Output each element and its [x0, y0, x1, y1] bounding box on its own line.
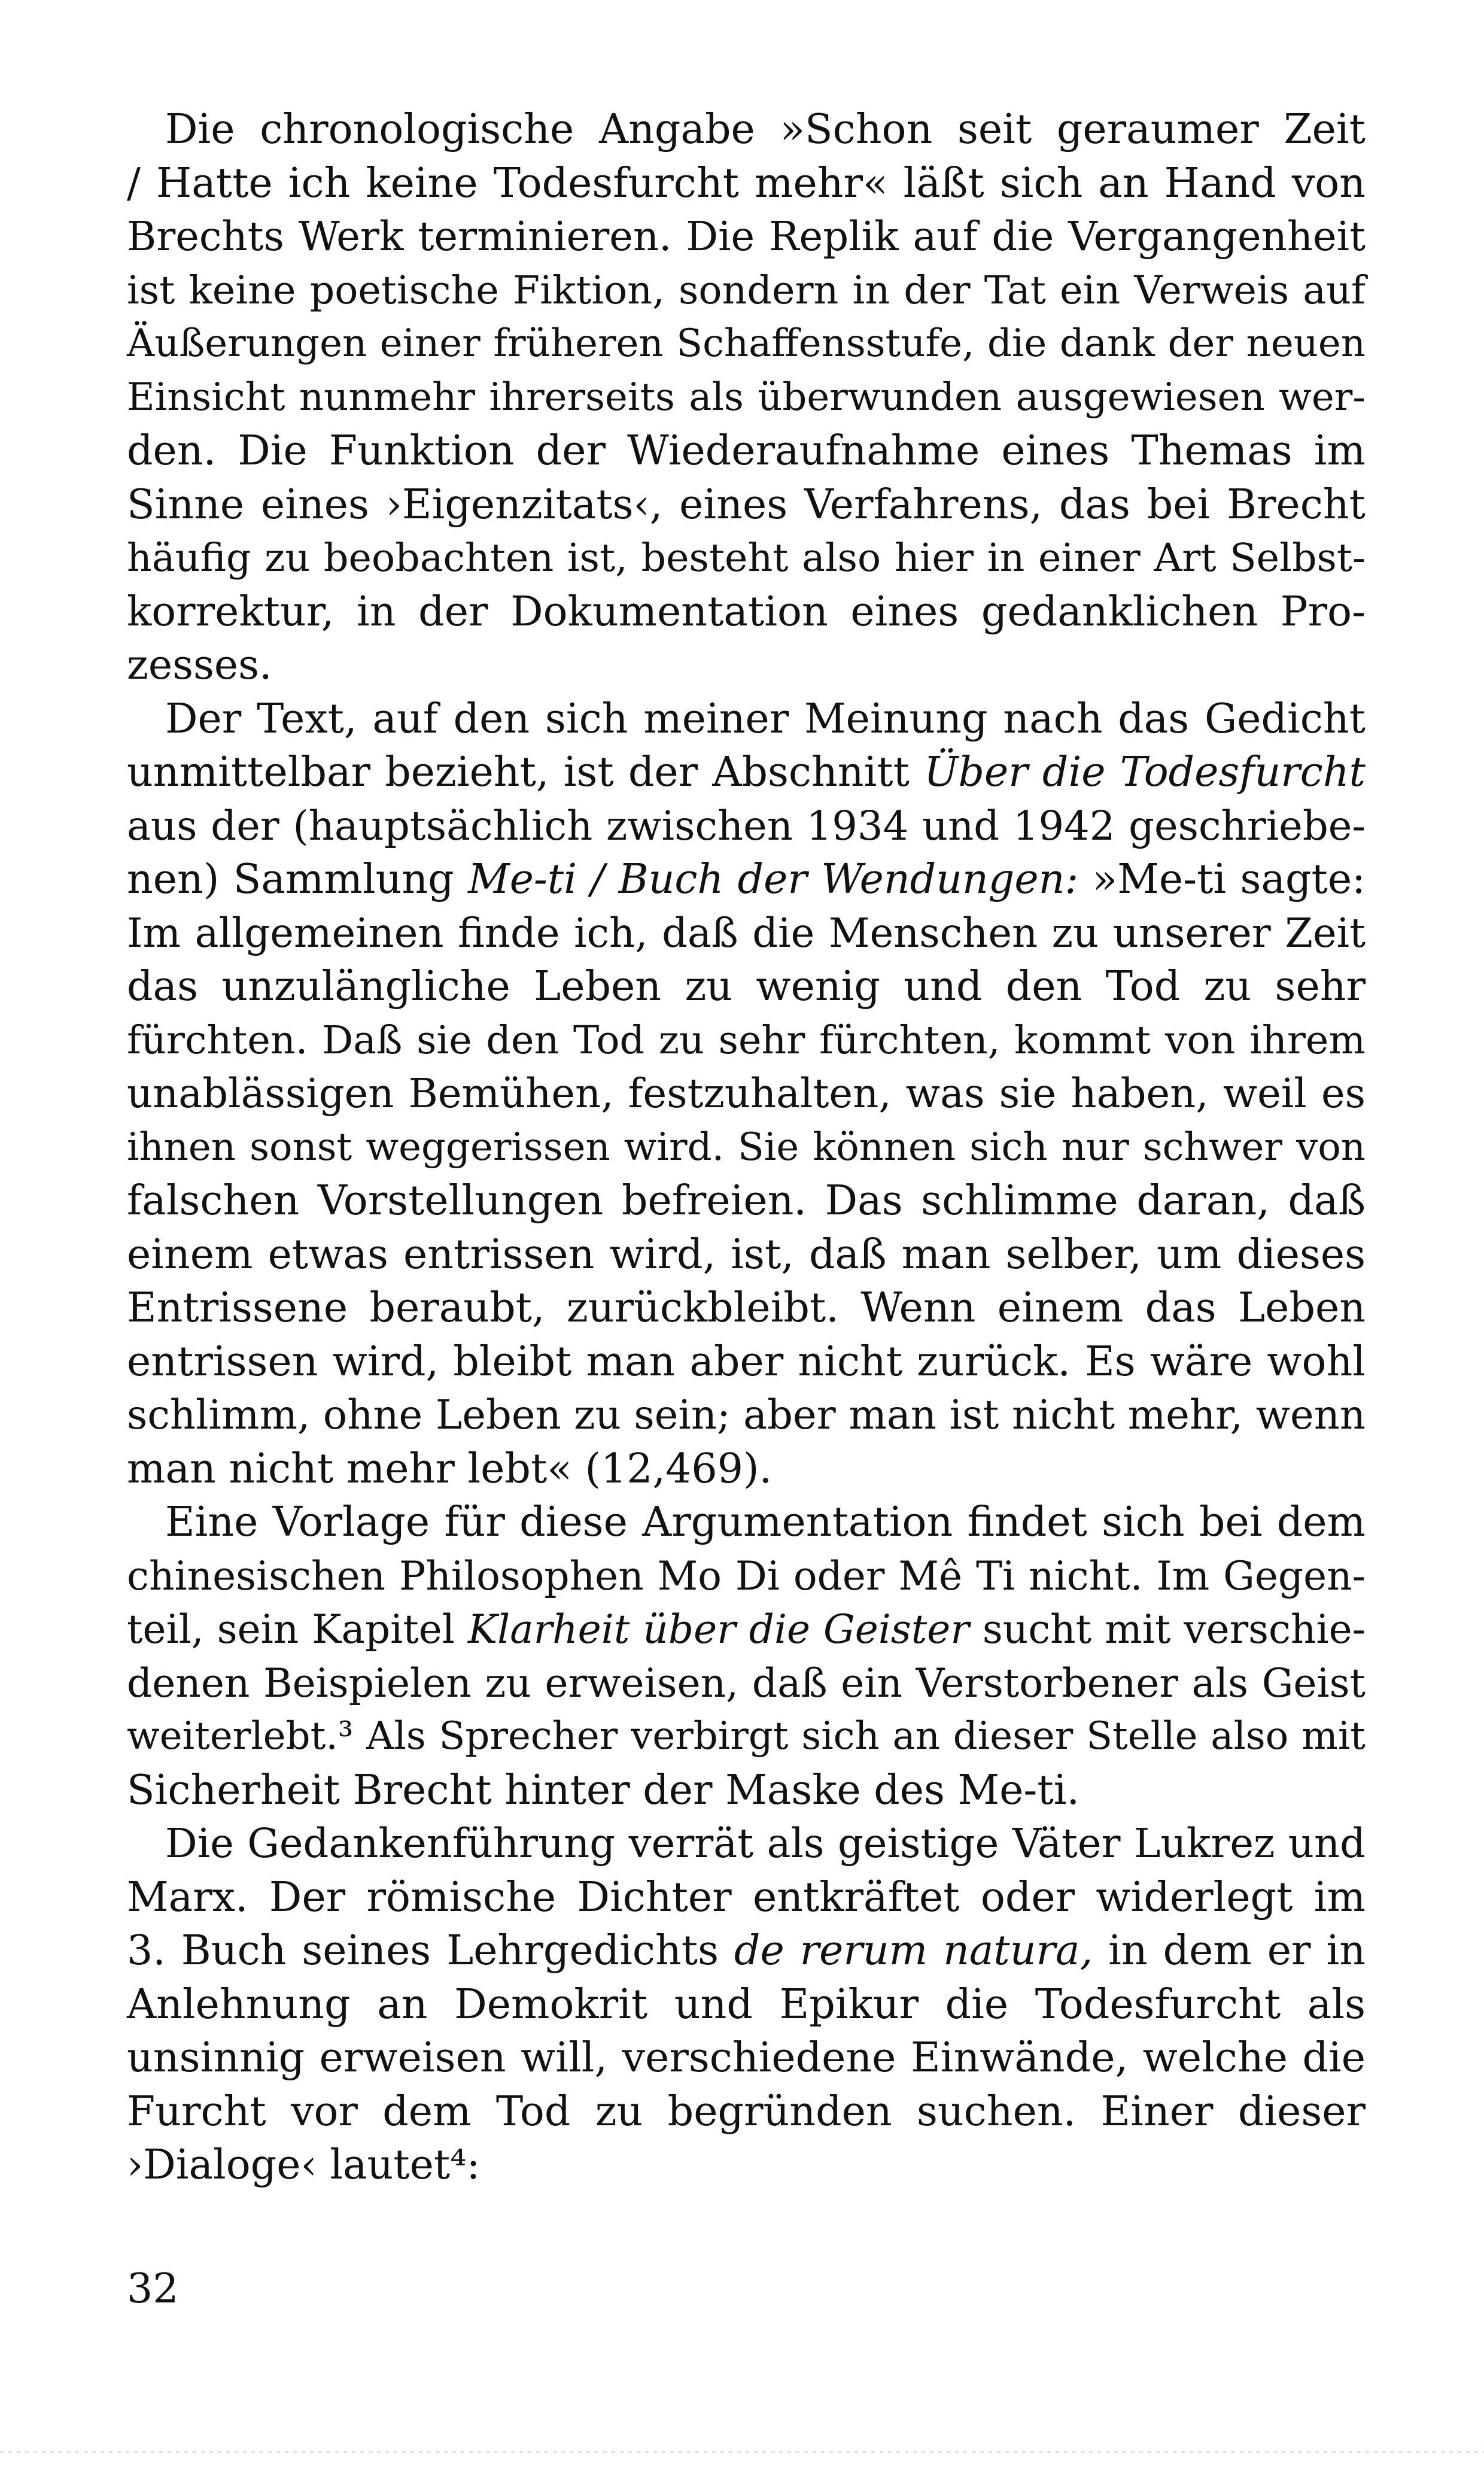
text-run: 3. Buch seines Lehrgedichts [127, 1927, 734, 1974]
text-run: in dem er in [1093, 1927, 1366, 1974]
text-run: man nicht mehr lebt« (12,469). [127, 1445, 773, 1493]
text-line [127, 103, 1366, 157]
italic-title: Me-ti / Buch der Wendungen: [468, 856, 1079, 903]
text-run: Äußerungen einer früheren Schaffensstufe, die dank der neuen [127, 321, 1366, 366]
text-run: unmittelbar bezieht, ist der Abschnitt [127, 749, 925, 796]
body-text [127, 103, 1366, 2192]
text-run: ›Dialoge‹ lautet⁴: [127, 2141, 481, 2189]
text-line [127, 1335, 1366, 1389]
text-line [127, 1710, 1366, 1764]
text-run: Brechts Werk terminieren. Die Replik auf die Vergangenheit [127, 213, 1366, 260]
text-line [127, 960, 1366, 1014]
text-run: teil, sein Kapitel [127, 1606, 468, 1652]
text-run: Furcht vor dem Tod zu begründen suchen. Einer dieser [127, 2088, 1366, 2135]
text-line [127, 478, 1366, 532]
text-line [127, 1978, 1366, 2032]
text-run: Der Text, auf den sich meiner Meinung nach das Gedicht [165, 695, 1366, 743]
text-line [127, 531, 1366, 585]
text-line [127, 1389, 1366, 1442]
text-line [127, 157, 1366, 211]
text-line [127, 210, 1366, 264]
text-run: schlimm, ohne Leben zu sein; aber man ist nicht mehr, wenn [127, 1392, 1366, 1438]
scan-edge-line [0, 2451, 1484, 2453]
text-run: Die chronologische Angabe »Schon seit geraumer Zeit [165, 106, 1366, 153]
text-run: Einsicht nunmehr ihrerseits als überwunden ausgewiesen wer- [127, 375, 1366, 420]
text-run: denen Beispielen zu erweisen, daß ein Verstorbener als Geist [127, 1660, 1366, 1706]
text-line [127, 1496, 1366, 1550]
text-run: weiterlebt.³ Als Sprecher verbirgt sich an dieser Stelle also mit [127, 1714, 1366, 1758]
text-line [127, 424, 1366, 478]
text-run: unablässigen Bemühen, festzuhalten, was sie haben, weil es [127, 1070, 1366, 1117]
paragraph [127, 1496, 1366, 1817]
text-line [127, 585, 1366, 639]
paragraph [127, 1817, 1366, 2192]
text-run: Im allgemeinen finde ich, daß die Menschen zu unserer Zeit [127, 909, 1366, 956]
text-line [127, 639, 1366, 692]
text-line [127, 264, 1366, 318]
text-line [127, 1174, 1366, 1228]
text-run: den. Die Funktion der Wiederaufnahme eines Themas im [127, 427, 1366, 475]
italic-title: de rerum natura, [734, 1927, 1093, 1974]
text-line [127, 2031, 1366, 2085]
text-line [127, 853, 1366, 907]
text-run: entrissen wird, bleibt man aber nicht zurück. Es wäre wohl [127, 1338, 1366, 1386]
text-run: Sinne eines ›Eigenzitats‹, eines Verfahrens, das bei Brecht [127, 481, 1366, 528]
italic-title: Klarheit über die Geister [467, 1606, 969, 1652]
italic-title: Über die Todesfurcht [924, 749, 1366, 796]
text-run: aus der (hauptsächlich zwischen 1934 und 1942 geschriebe- [127, 802, 1366, 849]
text-run: »Me-ti sagte: [1078, 856, 1366, 903]
text-line [127, 1924, 1366, 1978]
text-run: falschen Vorstellungen befreien. Das schlimme daran, daß [127, 1177, 1366, 1225]
text-run: Anlehnung an Demokrit und Epikur die Todesfurcht als [127, 1980, 1366, 2028]
text-run: zesses. [127, 642, 272, 689]
text-line [127, 1603, 1366, 1657]
text-run: Die Gedankenführung verrät als geistige Väter Lukrez und [165, 1820, 1366, 1867]
text-line [127, 907, 1366, 961]
text-line [127, 1657, 1366, 1711]
text-line [127, 1442, 1366, 1496]
text-line [127, 1067, 1366, 1121]
text-run: ist keine poetische Fiktion, sondern in der Tat ein Verweis auf [127, 268, 1366, 313]
text-run: einem etwas entrissen wird, ist, daß man selber, um dieses [127, 1231, 1366, 1278]
text-run: sucht mit verschie- [969, 1606, 1366, 1652]
text-line [127, 1550, 1366, 1603]
text-run: / Hatte ich keine Todesfurcht mehr« läßt sich an Hand von [127, 159, 1366, 207]
text-line [127, 746, 1366, 800]
text-line [127, 317, 1366, 371]
text-run: Marx. Der römische Dichter entkräftet oder widerlegt im [127, 1873, 1366, 1921]
text-line [127, 1281, 1366, 1335]
text-run: Sicherheit Brecht hinter der Maske des Me-ti. [127, 1766, 1080, 1814]
text-line [127, 1121, 1366, 1175]
text-line [127, 1871, 1366, 1925]
text-run: nen) Sammlung [127, 856, 469, 903]
text-run: das unzulängliche Leben zu wenig und den Tod zu sehr [127, 963, 1366, 1010]
text-run: Entrissene beraubt, zurückbleibt. Wenn einem das Leben [127, 1284, 1366, 1332]
text-line [127, 800, 1366, 853]
text-run: fürchten. Daß sie den Tod zu sehr fürchten, kommt von ihrem [127, 1017, 1366, 1063]
text-run: Eine Vorlage für diese Argumentation findet sich bei dem [165, 1499, 1366, 1546]
text-run: ihnen sonst weggerissen wird. Sie können sich nur schwer von [127, 1125, 1366, 1169]
paragraph [127, 103, 1366, 692]
text-line [127, 692, 1366, 746]
text-line [127, 2138, 1366, 2192]
text-line [127, 1817, 1366, 1871]
text-run: chinesischen Philosophen Mo Di oder Mê Ti nicht. Im Gegen- [127, 1552, 1366, 1599]
text-line [127, 1228, 1366, 1282]
text-line [127, 371, 1366, 425]
text-line [127, 1764, 1366, 1818]
text-line [127, 1014, 1366, 1068]
text-run: unsinnig erweisen will, verschiedene Einwände, welche die [127, 2034, 1366, 2082]
paragraph [127, 692, 1366, 1496]
page-number: 32 [127, 2265, 179, 2313]
text-run: häufig zu beobachten ist, besteht also hier in einer Art Selbst- [127, 536, 1366, 581]
text-run: korrektur, in der Dokumentation eines gedanklichen Pro- [127, 588, 1366, 636]
text-line [127, 2085, 1366, 2139]
